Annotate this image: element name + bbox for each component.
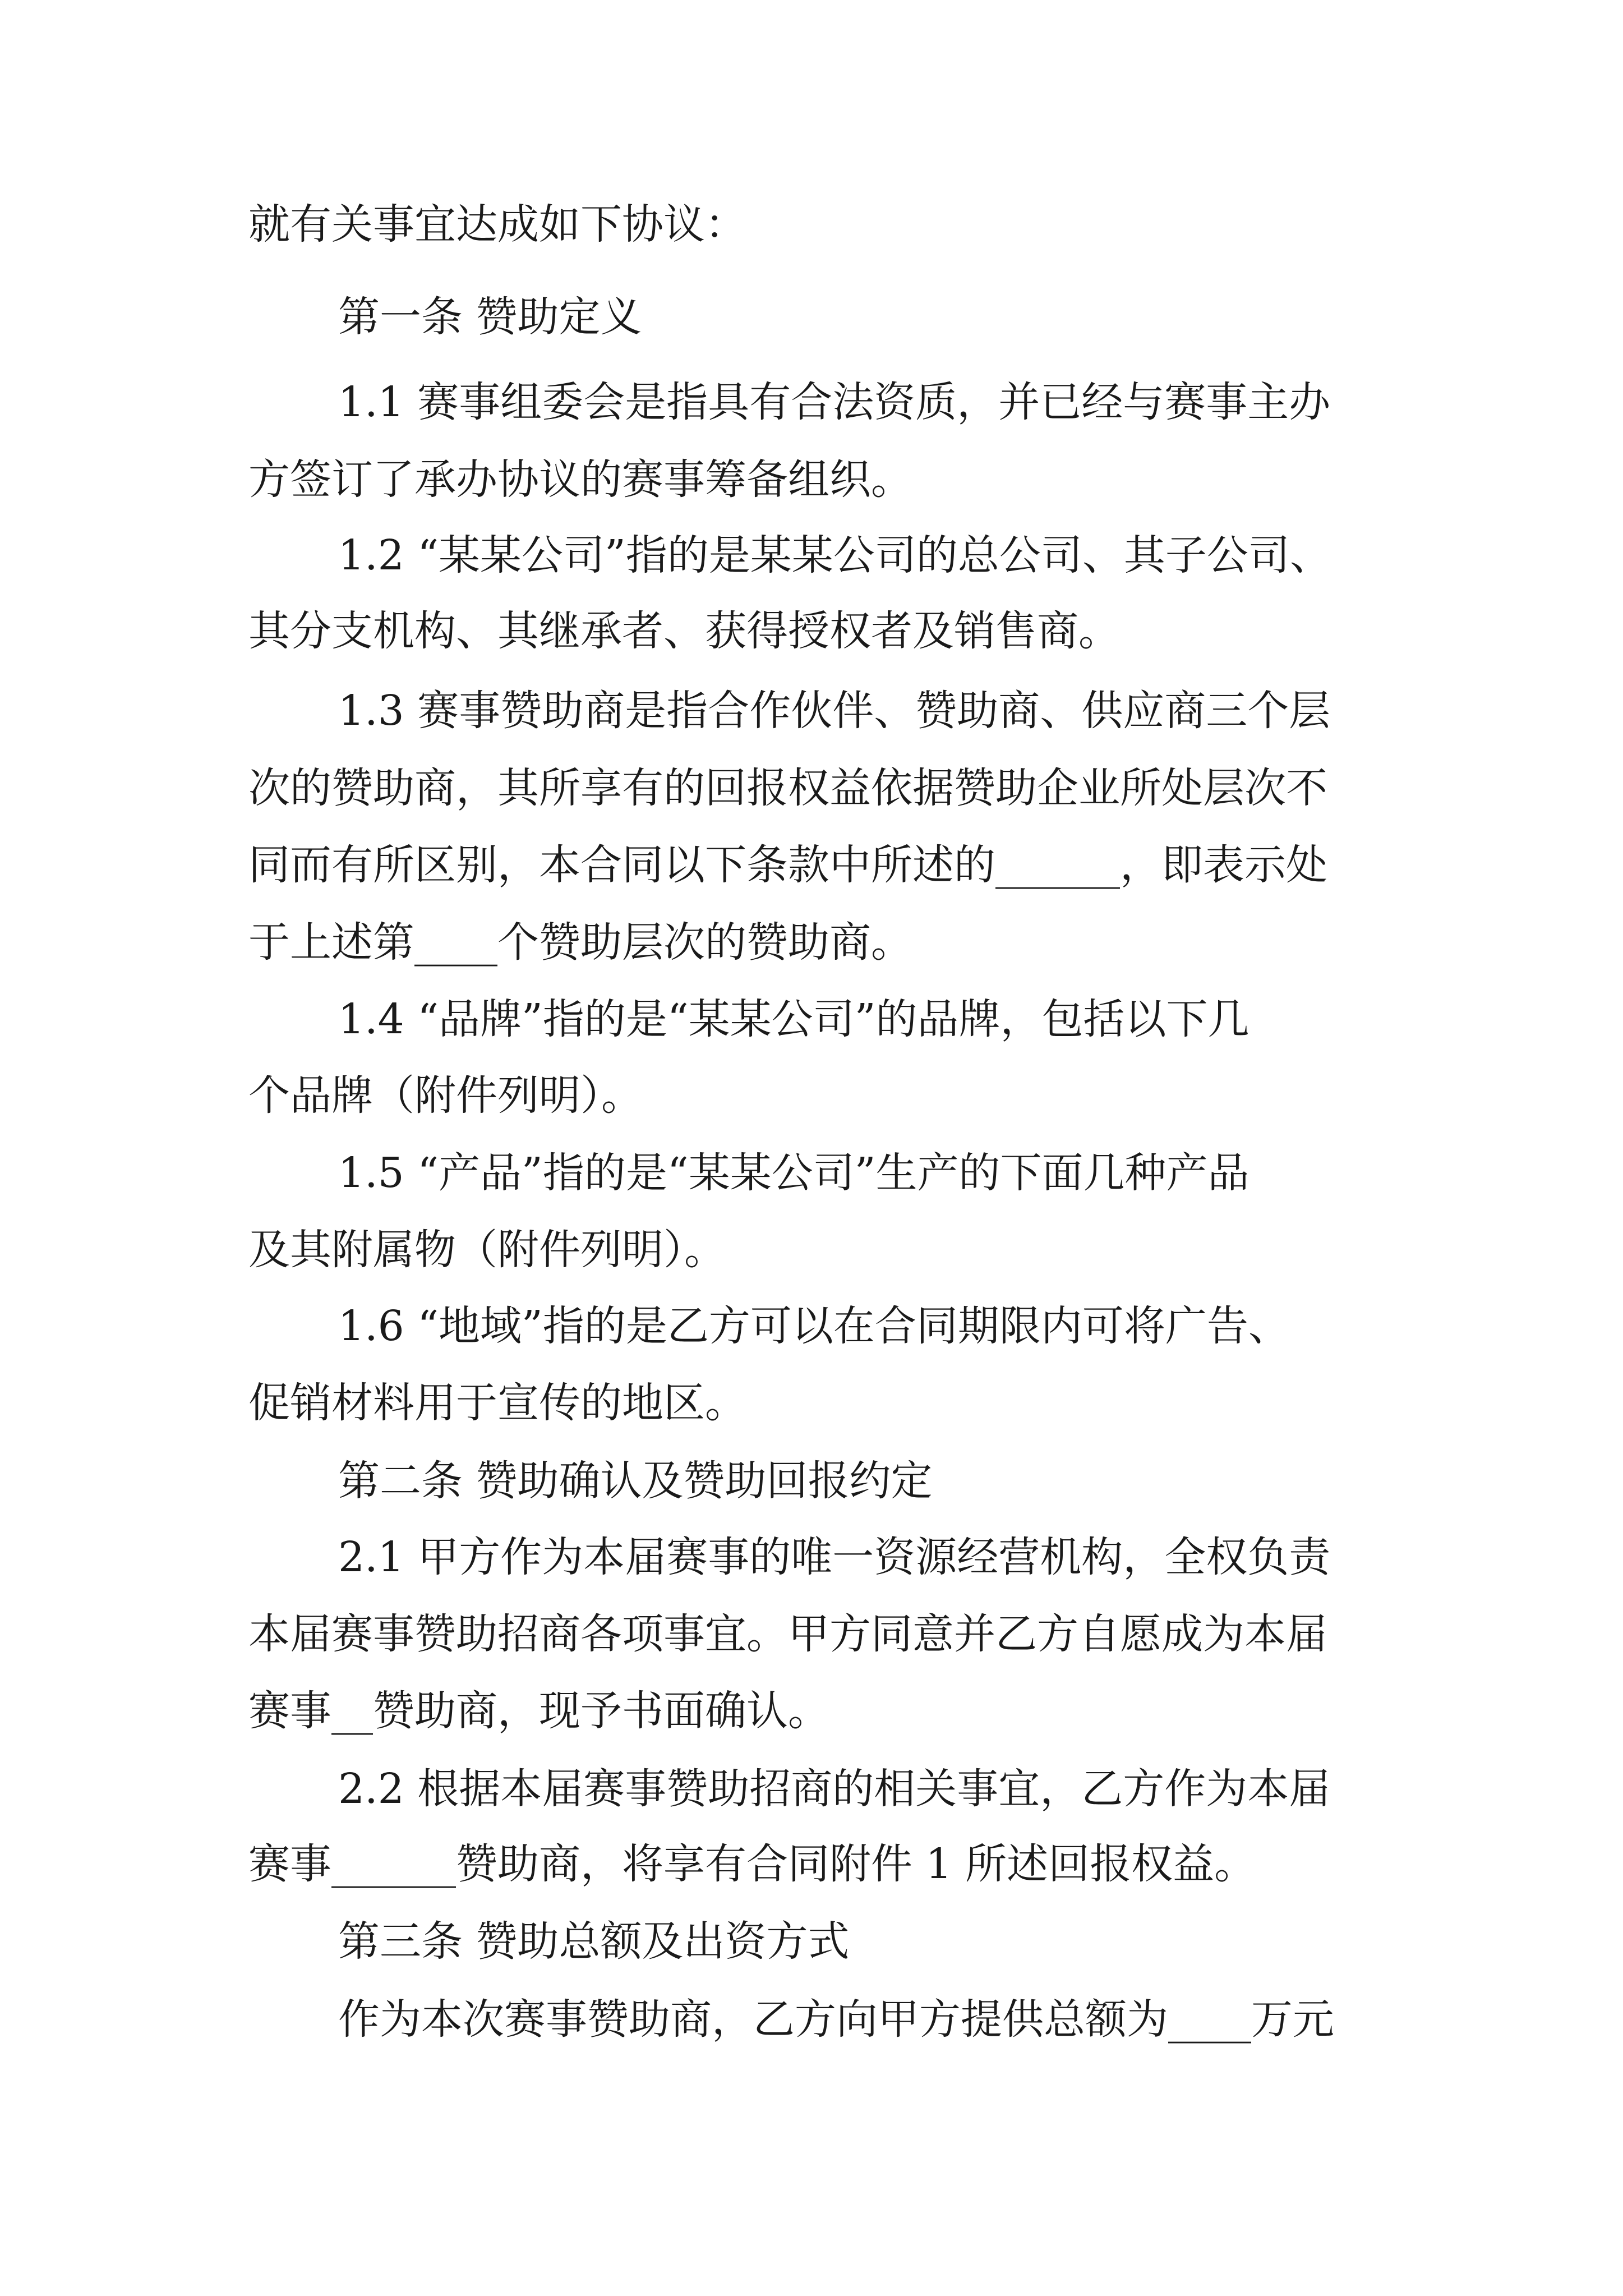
text-line: 就有关事宜达成如下协议： xyxy=(248,200,746,249)
article-heading: 第二条 赞助确认及赞助回报约定 xyxy=(338,1457,933,1505)
text-line: 2.2 根据本届赛事赞助招商的相关事宜，乙方作为本届 xyxy=(338,1765,1331,1813)
text-line: 及其附属物（附件列明）。 xyxy=(248,1226,726,1274)
text-line: 方签订了承办协议的赛事筹备组织。 xyxy=(248,455,912,504)
text-line: 次的赞助商，其所享有的回报权益依据赞助企业所处层次不 xyxy=(248,764,1327,812)
text-line: 2.1 甲方作为本届赛事的唯一资源经营机构，全权负责 xyxy=(338,1533,1331,1581)
text-line: 促销材料用于宣传的地区。 xyxy=(248,1379,746,1427)
text-line: 同而有所区别，本合同以下条款中所述的______，即表示处 xyxy=(248,841,1327,889)
text-line: 赛事__赞助商，现予书面确认。 xyxy=(248,1687,829,1735)
text-line: 1.4 “品牌”指的是“某某公司”的品牌，包括以下几 xyxy=(338,995,1249,1043)
text-line: 个品牌（附件列明）。 xyxy=(248,1071,643,1120)
text-line: 作为本次赛事赞助商，乙方向甲方提供总额为____万元 xyxy=(338,1995,1334,2044)
text-line: 1.1 赛事组委会是指具有合法资质，并已经与赛事主办 xyxy=(338,378,1331,426)
article-heading: 第一条 赞助定义 xyxy=(338,293,642,341)
text-line: 1.3 赛事赞助商是指合作伙伴、赞助商、供应商三个层 xyxy=(338,687,1331,735)
text-line: 其分支机构、其继承者、获得授权者及销售商。 xyxy=(248,607,1120,655)
text-line: 赛事______赞助商，将享有合同附件 1 所述回报权益。 xyxy=(248,1840,1256,1888)
text-line: 1.2 “某某公司”指的是某某公司的总公司、其子公司、 xyxy=(338,531,1331,579)
text-line: 1.6 “地域”指的是乙方可以在合同期限内可将广告、 xyxy=(338,1302,1290,1350)
text-line: 于上述第____个赞助层次的赞助商。 xyxy=(248,918,912,967)
text-line: 本届赛事赞助招商各项事宜。甲方同意并乙方自愿成为本届 xyxy=(248,1610,1327,1658)
article-heading: 第三条 赞助总额及出资方式 xyxy=(338,1917,850,1966)
text-line: 1.5 “产品”指的是“某某公司”生产的下面几种产品 xyxy=(338,1149,1249,1197)
